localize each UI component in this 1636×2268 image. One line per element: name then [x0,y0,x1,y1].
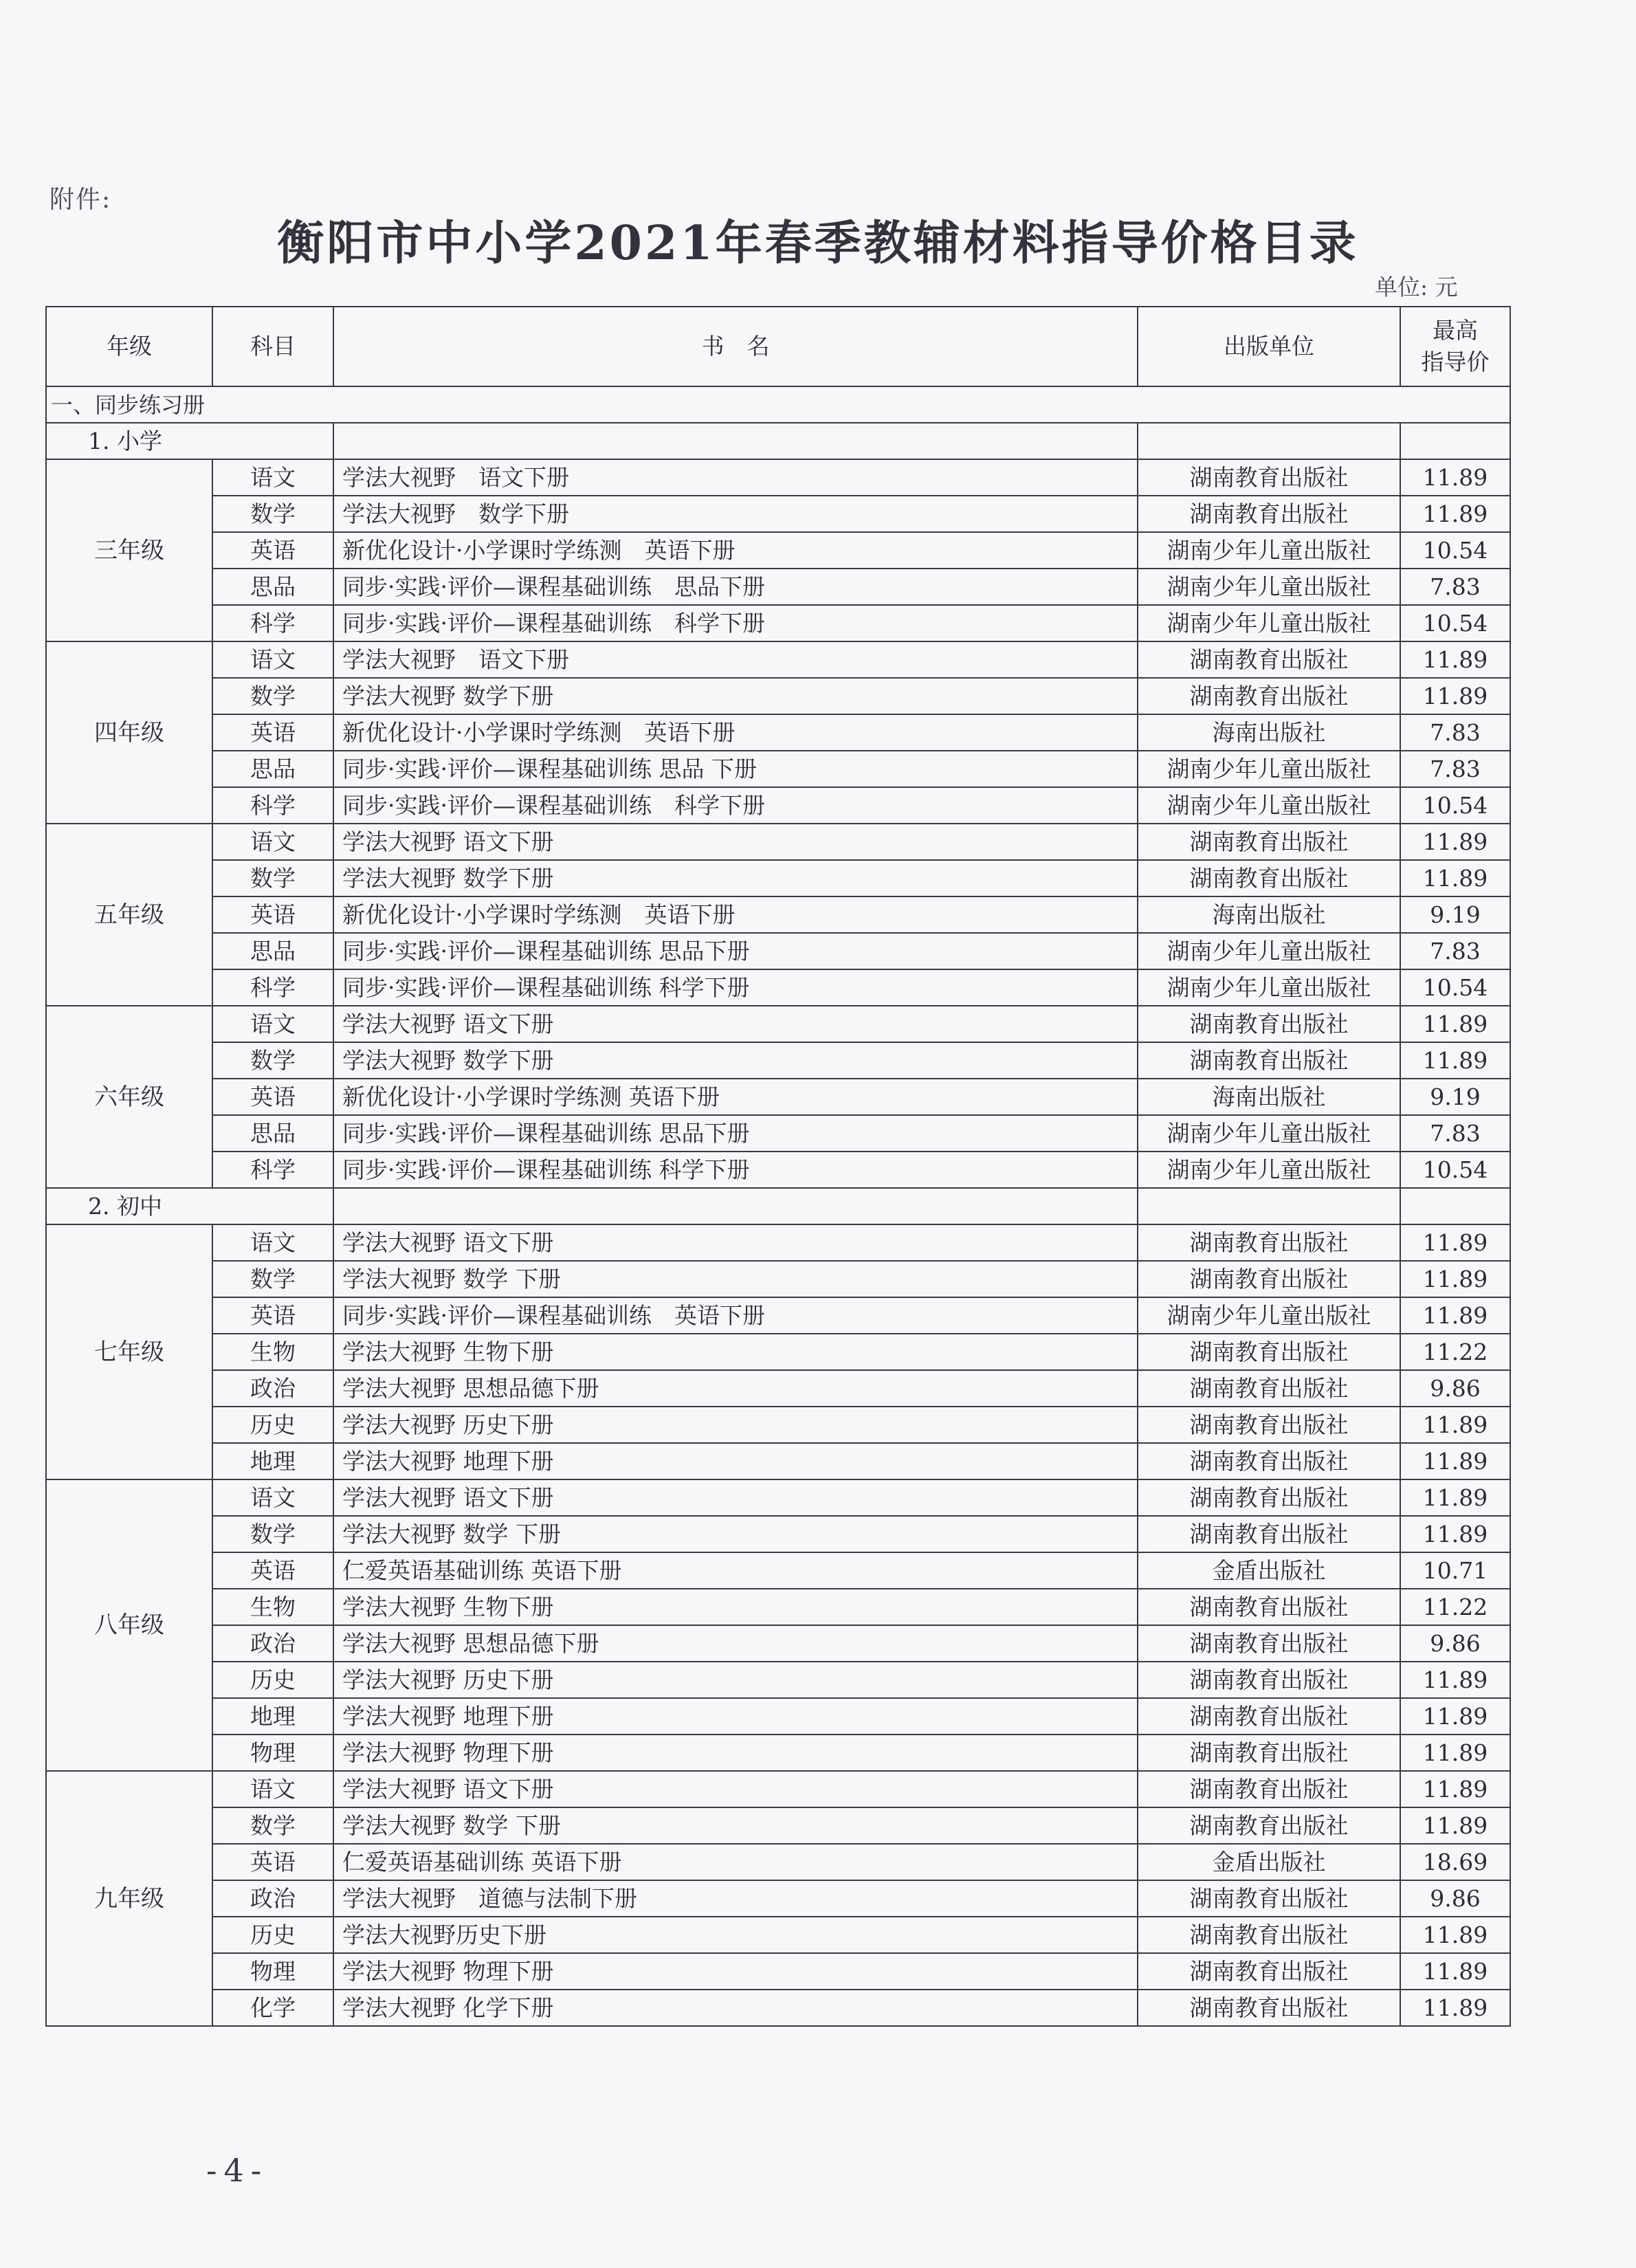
subject-cell: 英语 [212,1552,333,1589]
price-cell: 11.89 [1400,1261,1510,1297]
book-title-cell: 学法大视野 语文下册 [333,1224,1138,1261]
publisher-cell: 湖南少年儿童出版社 [1138,969,1400,1006]
header-subject: 科目 [212,307,333,386]
subject-cell: 思品 [212,1115,333,1152]
price-table [45,306,1511,2027]
price-cell: 11.89 [1400,1917,1510,1953]
table-row [46,896,1510,933]
publisher-cell: 湖南教育出版社 [1138,1370,1400,1407]
table-row [46,824,1510,860]
price-cell: 11.89 [1400,1479,1510,1516]
table-row [46,933,1510,969]
table-row [46,860,1510,896]
book-title-cell: 学法大视野 语文下册 [333,1771,1138,1807]
table-row [46,1334,1510,1370]
grade-cell: 三年级 [46,459,212,641]
book-title-cell: 学法大视野 物理下册 [333,1735,1138,1771]
book-title-cell: 学法大视野历史下册 [333,1917,1138,1953]
table-row [46,1224,1510,1261]
table-row [46,1953,1510,1990]
price-cell: 11.89 [1400,1042,1510,1079]
book-title-cell: 同步·实践·评价—课程基础训练 科学下册 [333,1152,1138,1188]
subject-cell: 英语 [212,532,333,569]
table-row [46,641,1510,678]
book-title-cell: 学法大视野 地理下册 [333,1443,1138,1479]
subject-cell: 物理 [212,1953,333,1990]
publisher-cell: 湖南少年儿童出版社 [1138,1152,1400,1188]
empty-publisher-cell [1138,423,1400,459]
book-title-cell: 新优化设计·小学课时学练测 英语下册 [333,1079,1138,1115]
price-cell: 11.89 [1400,1297,1510,1334]
book-title-cell: 学法大视野 数学 下册 [333,1516,1138,1552]
subject-cell: 英语 [212,896,333,933]
book-title-cell: 同步·实践·评价—课程基础训练 思品下册 [333,933,1138,969]
table-row [46,1079,1510,1115]
price-cell: 11.89 [1400,1953,1510,1990]
table-row [46,1261,1510,1297]
book-title-cell: 学法大视野 数学下册 [333,678,1138,714]
empty-price-cell [1400,1188,1510,1224]
book-title-cell: 新优化设计·小学课时学练测 英语下册 [333,714,1138,751]
table-row [46,714,1510,751]
subject-cell: 科学 [212,969,333,1006]
table-row [46,1990,1510,2026]
table-row [46,1407,1510,1443]
subject-cell: 科学 [212,605,333,641]
publisher-cell: 湖南教育出版社 [1138,1443,1400,1479]
price-cell: 11.89 [1400,1407,1510,1443]
header-price-line1: 最高 [1433,317,1478,344]
group-row [46,423,1510,459]
header-price-line2: 指导价 [1421,349,1490,375]
book-title-cell: 学法大视野 数学下册 [333,496,1138,532]
price-cell: 10.54 [1400,1152,1510,1188]
publisher-cell: 海南出版社 [1138,896,1400,933]
price-cell: 7.83 [1400,933,1510,969]
subject-cell: 科学 [212,787,333,824]
subject-cell: 英语 [212,1079,333,1115]
publisher-cell: 海南出版社 [1138,1079,1400,1115]
book-title-cell: 学法大视野 思想品德下册 [333,1625,1138,1662]
unit-label: 单位: 元 [1375,274,1458,300]
price-cell: 7.83 [1400,714,1510,751]
table-row [46,1516,1510,1552]
page-number: -4- [206,2152,269,2189]
book-title-cell: 学法大视野 物理下册 [333,1953,1138,1990]
grade-cell: 六年级 [46,1006,212,1188]
subject-cell: 化学 [212,1990,333,2026]
book-title-cell: 学法大视野 思想品德下册 [333,1370,1138,1407]
empty-price-cell [1400,423,1510,459]
publisher-cell: 湖南教育出版社 [1138,459,1400,496]
price-cell: 11.89 [1400,1735,1510,1771]
subject-cell: 语文 [212,824,333,860]
book-title-cell: 学法大视野 地理下册 [333,1698,1138,1735]
group-label: 1. 小学 [46,423,333,459]
publisher-cell: 湖南教育出版社 [1138,824,1400,860]
price-cell: 11.89 [1400,860,1510,896]
price-cell: 10.54 [1400,787,1510,824]
subject-cell: 思品 [212,933,333,969]
subject-cell: 思品 [212,751,333,787]
book-title-cell: 仁爱英语基础训练 英语下册 [333,1844,1138,1880]
price-cell: 7.83 [1400,569,1510,605]
price-cell: 11.89 [1400,1516,1510,1552]
price-cell: 18.69 [1400,1844,1510,1880]
subject-cell: 数学 [212,496,333,532]
subject-cell: 语文 [212,1224,333,1261]
table-row [46,969,1510,1006]
table-row [46,787,1510,824]
empty-publisher-cell [1138,1188,1400,1224]
book-title-cell: 同步·实践·评价—课程基础训练 思品 下册 [333,751,1138,787]
table-row [46,1443,1510,1479]
book-title-cell: 学法大视野 数学下册 [333,1042,1138,1079]
price-cell: 7.83 [1400,751,1510,787]
table-row [46,1552,1510,1589]
price-cell: 10.54 [1400,532,1510,569]
publisher-cell: 湖南教育出版社 [1138,1917,1400,1953]
table-row [46,605,1510,641]
subject-cell: 英语 [212,1297,333,1334]
publisher-cell: 湖南教育出版社 [1138,1807,1400,1844]
publisher-cell: 湖南少年儿童出版社 [1138,751,1400,787]
subject-cell: 数学 [212,860,333,896]
publisher-cell: 湖南教育出版社 [1138,641,1400,678]
price-cell: 11.89 [1400,641,1510,678]
table-row [46,1297,1510,1334]
book-title-cell: 同步·实践·评价—课程基础训练 科学下册 [333,969,1138,1006]
table-row [46,1880,1510,1917]
table-header-row [46,307,1510,386]
price-cell: 7.83 [1400,1115,1510,1152]
publisher-cell: 湖南教育出版社 [1138,860,1400,896]
table-row [46,1698,1510,1735]
group-label: 2. 初中 [46,1188,333,1224]
book-title-cell: 学法大视野 历史下册 [333,1407,1138,1443]
subject-cell: 语文 [212,459,333,496]
table-row [46,496,1510,532]
price-cell: 9.86 [1400,1880,1510,1917]
subject-cell: 科学 [212,1152,333,1188]
subject-cell: 历史 [212,1917,333,1953]
book-title-cell: 同步·实践·评价—课程基础训练 思品下册 [333,1115,1138,1152]
book-title-cell: 同步·实践·评价—课程基础训练 科学下册 [333,787,1138,824]
price-cell: 9.86 [1400,1625,1510,1662]
price-cell: 10.54 [1400,605,1510,641]
book-title-cell: 学法大视野 数学 下册 [333,1261,1138,1297]
publisher-cell: 湖南少年儿童出版社 [1138,605,1400,641]
book-title-cell: 仁爱英语基础训练 英语下册 [333,1552,1138,1589]
publisher-cell: 湖南教育出版社 [1138,1880,1400,1917]
group-row [46,1188,1510,1224]
book-title-cell: 学法大视野 生物下册 [333,1589,1138,1625]
header-price [1400,307,1510,386]
section-label: 一、同步练习册 [46,386,1510,423]
grade-cell: 八年级 [46,1479,212,1771]
book-title-cell: 同步·实践·评价—课程基础训练 英语下册 [333,1297,1138,1334]
table-row [46,1917,1510,1953]
publisher-cell: 湖南教育出版社 [1138,678,1400,714]
table-row [46,1771,1510,1807]
subject-cell: 历史 [212,1407,333,1443]
table-row [46,1589,1510,1625]
publisher-cell: 湖南教育出版社 [1138,496,1400,532]
table-row [46,1662,1510,1698]
subject-cell: 语文 [212,1479,333,1516]
publisher-cell: 金盾出版社 [1138,1844,1400,1880]
price-cell: 9.19 [1400,1079,1510,1115]
book-title-cell: 学法大视野 语文下册 [333,824,1138,860]
price-cell: 10.54 [1400,969,1510,1006]
book-title-cell: 同步·实践·评价—课程基础训练 科学下册 [333,605,1138,641]
price-cell: 11.89 [1400,459,1510,496]
table-body [46,386,1510,2026]
price-cell: 11.89 [1400,1443,1510,1479]
price-cell: 11.89 [1400,1807,1510,1844]
book-title-cell: 同步·实践·评价—课程基础训练 思品下册 [333,569,1138,605]
publisher-cell: 湖南教育出版社 [1138,1990,1400,2026]
header-book: 书 名 [333,307,1138,386]
publisher-cell: 湖南教育出版社 [1138,1516,1400,1552]
header-grade: 年级 [46,307,212,386]
grade-cell: 四年级 [46,641,212,824]
publisher-cell: 湖南教育出版社 [1138,1224,1400,1261]
publisher-cell: 湖南教育出版社 [1138,1334,1400,1370]
publisher-cell: 湖南教育出版社 [1138,1771,1400,1807]
book-title-cell: 学法大视野 道德与法制下册 [333,1880,1138,1917]
publisher-cell: 湖南教育出版社 [1138,1589,1400,1625]
table-row [46,569,1510,605]
publisher-cell: 湖南教育出版社 [1138,1735,1400,1771]
price-cell: 9.86 [1400,1370,1510,1407]
subject-cell: 生物 [212,1334,333,1370]
subject-cell: 地理 [212,1443,333,1479]
table-row [46,751,1510,787]
publisher-cell: 湖南少年儿童出版社 [1138,933,1400,969]
header-publisher: 出版单位 [1138,307,1400,386]
price-table-container [45,306,1510,2027]
table-row [46,1042,1510,1079]
subject-cell: 地理 [212,1698,333,1735]
table-row [46,459,1510,496]
table-row [46,532,1510,569]
subject-cell: 思品 [212,569,333,605]
table-row [46,678,1510,714]
attachment-label: 附件: [49,186,112,214]
subject-cell: 数学 [212,1042,333,1079]
table-row [46,1844,1510,1880]
table-row [46,1625,1510,1662]
price-cell: 11.89 [1400,1662,1510,1698]
publisher-cell: 海南出版社 [1138,714,1400,751]
table-row [46,1006,1510,1042]
price-cell: 11.89 [1400,1698,1510,1735]
grade-cell: 七年级 [46,1224,212,1479]
subject-cell: 数学 [212,1516,333,1552]
book-title-cell: 新优化设计·小学课时学练测 英语下册 [333,532,1138,569]
subject-cell: 历史 [212,1662,333,1698]
price-cell: 11.89 [1400,1771,1510,1807]
publisher-cell: 湖南教育出版社 [1138,1407,1400,1443]
book-title-cell: 学法大视野 数学 下册 [333,1807,1138,1844]
price-cell: 11.89 [1400,1990,1510,2026]
publisher-cell: 湖南教育出版社 [1138,1042,1400,1079]
subject-cell: 生物 [212,1589,333,1625]
publisher-cell: 湖南少年儿童出版社 [1138,1115,1400,1152]
publisher-cell: 湖南教育出版社 [1138,1698,1400,1735]
book-title-cell: 学法大视野 语文下册 [333,1006,1138,1042]
price-cell: 11.22 [1400,1334,1510,1370]
publisher-cell: 湖南教育出版社 [1138,1006,1400,1042]
publisher-cell: 湖南教育出版社 [1138,1261,1400,1297]
publisher-cell: 湖南教育出版社 [1138,1625,1400,1662]
subject-cell: 物理 [212,1735,333,1771]
subject-cell: 数学 [212,678,333,714]
publisher-cell: 湖南少年儿童出版社 [1138,787,1400,824]
subject-cell: 数学 [212,1261,333,1297]
subject-cell: 语文 [212,1006,333,1042]
table-row [46,1152,1510,1188]
empty-book-cell [333,1188,1138,1224]
publisher-cell: 湖南教育出版社 [1138,1953,1400,1990]
subject-cell: 政治 [212,1880,333,1917]
price-cell: 9.19 [1400,896,1510,933]
book-title-cell: 学法大视野 化学下册 [333,1990,1138,2026]
book-title-cell: 学法大视野 语文下册 [333,1479,1138,1516]
book-title-cell: 学法大视野 语文下册 [333,641,1138,678]
table-row [46,1115,1510,1152]
subject-cell: 英语 [212,714,333,751]
section-row [46,386,1510,423]
subject-cell: 英语 [212,1844,333,1880]
publisher-cell: 湖南教育出版社 [1138,1479,1400,1516]
publisher-cell: 湖南少年儿童出版社 [1138,1297,1400,1334]
grade-cell: 九年级 [46,1771,212,2026]
subject-cell: 语文 [212,1771,333,1807]
book-title-cell: 学法大视野 生物下册 [333,1334,1138,1370]
book-title-cell: 新优化设计·小学课时学练测 英语下册 [333,896,1138,933]
price-cell: 11.89 [1400,678,1510,714]
subject-cell: 政治 [212,1370,333,1407]
price-cell: 11.89 [1400,824,1510,860]
publisher-cell: 金盾出版社 [1138,1552,1400,1589]
price-cell: 11.89 [1400,1006,1510,1042]
table-row [46,1735,1510,1771]
subject-cell: 政治 [212,1625,333,1662]
grade-cell: 五年级 [46,824,212,1006]
book-title-cell: 学法大视野 语文下册 [333,459,1138,496]
price-cell: 11.89 [1400,496,1510,532]
page-title: 衡阳市中小学2021年春季教辅材料指导价格目录 [277,216,1359,271]
table-row [46,1479,1510,1516]
price-cell: 10.71 [1400,1552,1510,1589]
publisher-cell: 湖南教育出版社 [1138,1662,1400,1698]
price-cell: 11.89 [1400,1224,1510,1261]
publisher-cell: 湖南少年儿童出版社 [1138,532,1400,569]
subject-cell: 语文 [212,641,333,678]
table-row [46,1370,1510,1407]
publisher-cell: 湖南少年儿童出版社 [1138,569,1400,605]
price-cell: 11.22 [1400,1589,1510,1625]
table-row [46,1807,1510,1844]
book-title-cell: 学法大视野 历史下册 [333,1662,1138,1698]
empty-book-cell [333,423,1138,459]
book-title-cell: 学法大视野 数学下册 [333,860,1138,896]
subject-cell: 数学 [212,1807,333,1844]
